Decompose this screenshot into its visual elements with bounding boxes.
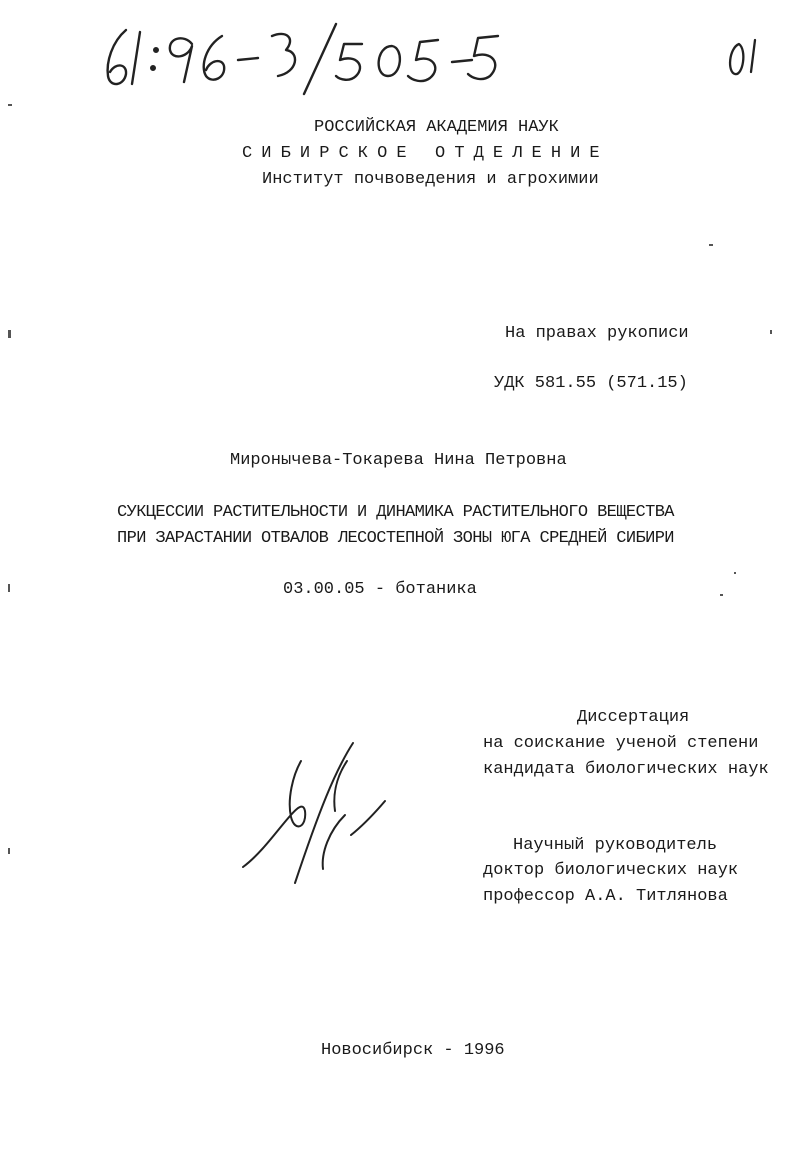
manuscript-note: На правах рукописи [505,324,689,343]
academy-name: РОССИЙСКАЯ АКАДЕМИЯ НАУК [314,118,559,137]
dissertation-line-2: на соискание ученой степени [483,734,759,753]
scan-speck [770,330,772,334]
scan-speck [734,572,736,574]
udc-code: УДК 581.55 (571.15) [494,374,688,393]
specialty-code: 03.00.05 - ботаника [283,580,477,599]
signature [235,735,395,895]
scan-speck [8,104,12,106]
dissertation-line-1: Диссертация [577,708,690,727]
supervisor-line-1: Научный руководитель [513,836,718,855]
author-name: Миронычева-Токарева Нина Петровна [230,451,567,470]
footer-city-year: Новосибирск - 1996 [321,1041,505,1060]
thesis-title-line-2: ПРИ ЗАРАСТАНИИ ОТВАЛОВ ЛЕСОСТЕПНОЙ ЗОНЫ ЮГА СРЕДНЕЙ СИБИРИ [117,529,674,548]
institute-name: Институт почвоведения и агрохимии [262,170,599,189]
branch-name: СИБИРСКОЕ ОТДЕЛЕНИЕ [242,144,609,163]
scan-speck [8,584,10,592]
handwritten-shelf-mark [100,22,530,97]
scan-speck [8,848,10,854]
dissertation-line-3: кандидата биологических наук [483,760,769,779]
scan-speck [720,594,723,596]
supervisor-line-3: профессор А.А. Титлянова [483,887,728,906]
handwritten-copy-mark [725,36,765,80]
scan-speck [8,330,11,338]
supervisor-line-2: доктор биологических наук [483,861,739,880]
thesis-title-line-1: СУКЦЕССИИ РАСТИТЕЛЬНОСТИ И ДИНАМИКА РАСТИТЕЛЬНОГО ВЕЩЕСТВА [117,503,674,522]
scan-speck [709,244,713,246]
